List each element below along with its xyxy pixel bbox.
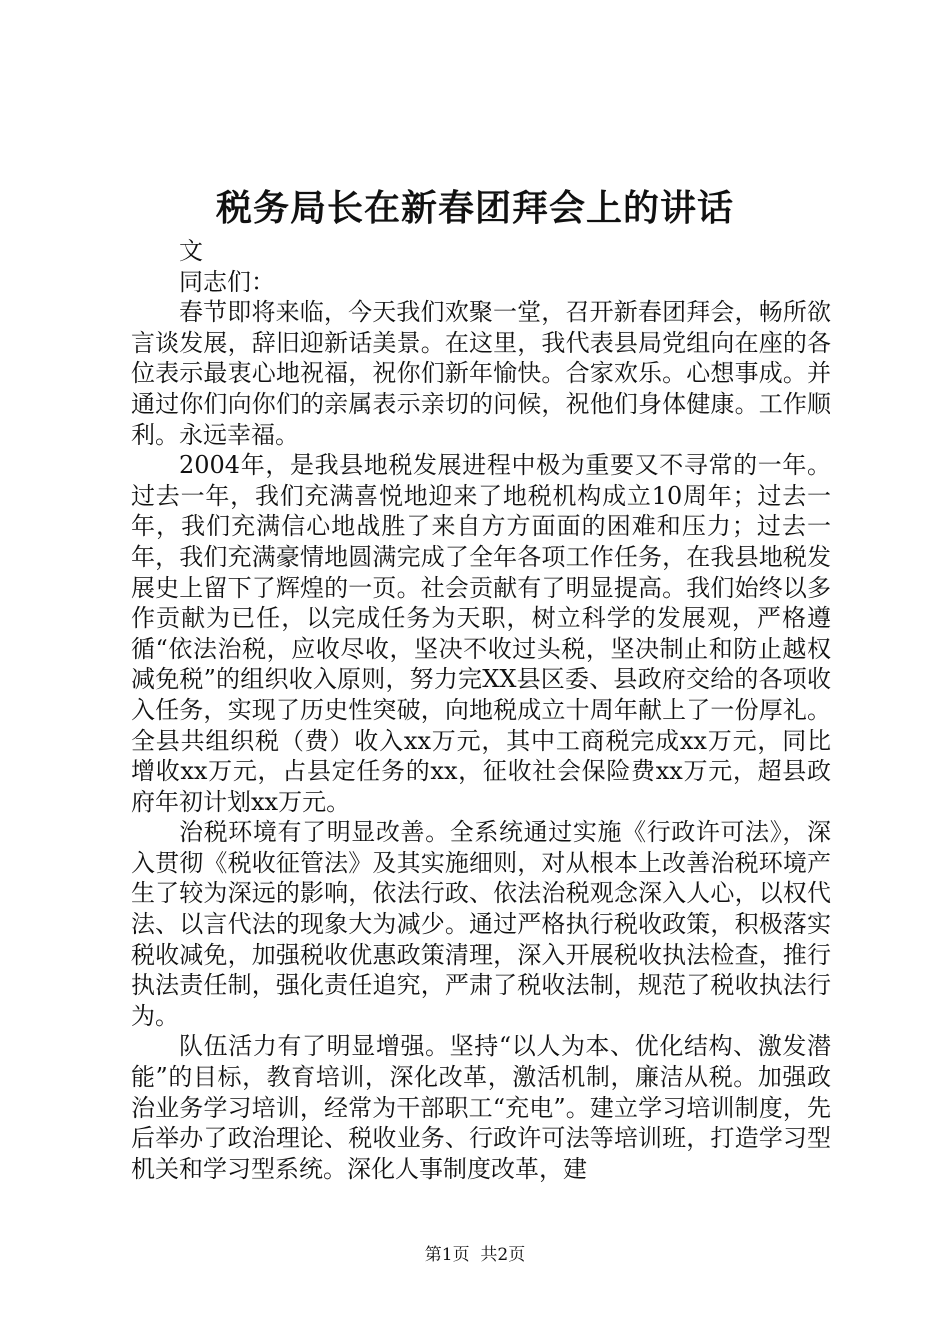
document-body	[131, 236, 831, 1184]
paragraph: 春节即将来临，今天我们欢聚一堂，召开新春团拜会，畅所欲言谈发展，辞旧迎新话美景。在这里，我代表县局党组向在座的各位表示最衷心地祝福，祝你们新年愉快。合家欢乐。心想事成。并通过你们向你们的亲属表示亲切的问候，祝他们身体健康。工作顺利。永远幸福。	[131, 298, 831, 449]
paragraph: 队伍活力有了明显增强。坚持“以人为本、优化结构、激发潜能”的目标，教育培训，深化改革，激活机制，廉洁从税。加强政治业务学习培训，经常为干部职工“充电”。建立学习培训制度，先后举办了政治理论、税收业务、行政许可法等培训班，打造学习型机关和学习型系统。深化人事制度改革，建	[131, 1032, 831, 1183]
paragraph: 治税环境有了明显改善。全系统通过实施《行政许可法》，深入贯彻《税收征管法》及其实施细则，对从根本上改善治税环境产生了较为深远的影响，依法行政、依法治税观念深入人心，以权代法、以言代法的现象大为减少。通过严格执行税收政策，积极落实税收减免，加强税收优惠政策清理，深入开展税收执法检查，推行执法责任制，强化责任追究，严肃了税收法制，规范了税收执法行为。	[131, 818, 831, 1030]
author-line: 文	[179, 237, 203, 265]
page-footer	[0, 1243, 950, 1267]
page-total: 共2页	[480, 1245, 526, 1265]
page-number: 第1页	[424, 1245, 470, 1265]
paragraph: 2004年，是我县地税发展进程中极为重要又不寻常的一年。过去一年，我们充满喜悦地迎来了地税机构成立10周年；过去一年，我们充满信心地战胜了来自方方面面的困难和压力；过去一年，我们充满豪情地圆满完成了全年各项工作任务，在我县地税发展史上留下了辉煌的一页。社会贡献有了明显提高。我们始终以多作贡献为已任，以完成任务为天职，树立科学的发展观，严格遵循“依法治税，应收尽收，坚决不收过头税，坚决制止和防止越权减免税”的组织收入原则，努力完XX县区委、县政府交给的各项收入任务，实现了历史性突破，向地税成立十周年献上了一份厚礼。全县共组织税（费）收入xx万元，其中工商税完成xx万元，同比增收xx万元，占县定任务的xx，征收社会保险费xx万元，超县政府年初计划xx万元。	[131, 451, 831, 816]
salutation: 同志们：	[179, 267, 275, 296]
footer-separator	[470, 1245, 481, 1265]
document-title: 税务局长在新春团拜会上的讲话	[215, 187, 734, 229]
